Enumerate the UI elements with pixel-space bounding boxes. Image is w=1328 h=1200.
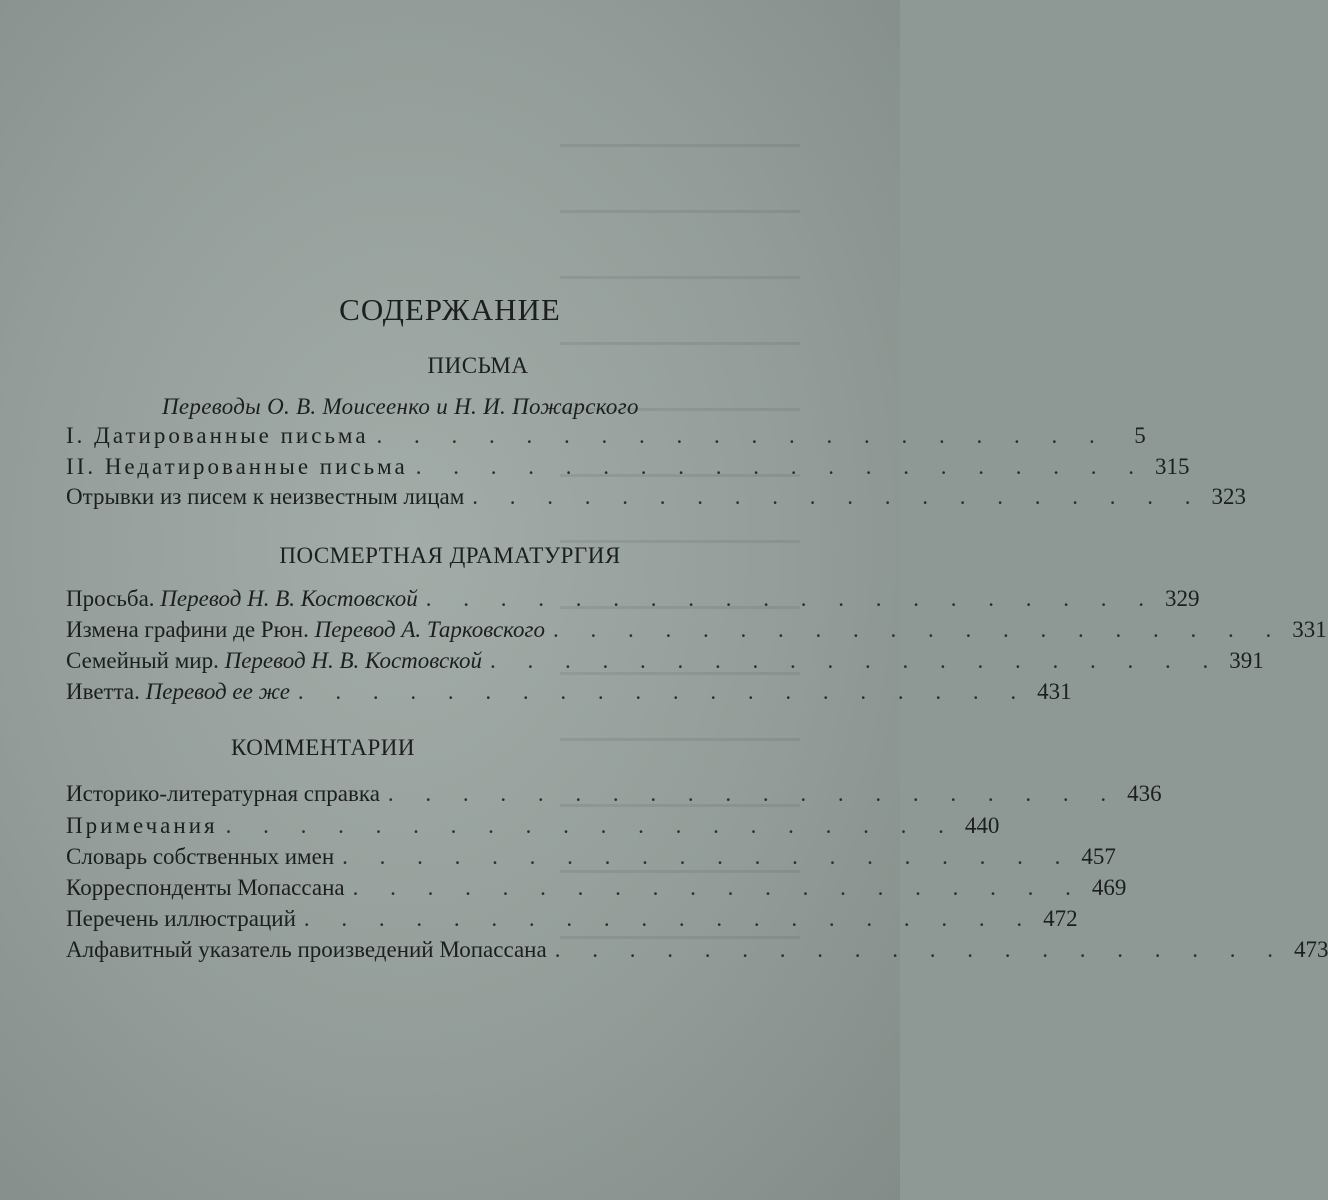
entry-translator: Перевод А. Тарковского [314, 617, 546, 642]
entry-title: Примечания [66, 813, 218, 838]
toc-title: СОДЕРЖАНИЕ [339, 292, 561, 327]
dot-leader: . . . . . . . . . . . . . . . . . . . . [553, 617, 1285, 642]
dot-leader: . . . . . . . . . . . . . . . . . . . . [352, 875, 1084, 900]
entry-translator: Перевод ее же [145, 679, 290, 704]
dot-leader: . . . . . . . . . . . . . . . . . . . . [472, 484, 1204, 509]
dot-leader: . . . . . . . . . . . . . . . . . . . . [554, 937, 1286, 962]
dot-leader: . . . . . . . . . . . . . . . . . . . . [225, 813, 957, 838]
dot-leader: . . . . . . . . . . . . . . . . . . . . [297, 679, 1030, 704]
toc-entry [66, 875, 1127, 905]
entry-title: Просьба. [66, 586, 155, 611]
toc-entry [66, 937, 1328, 967]
dot-leader: . . . . . . . . . . . . . . . . . . . . [490, 648, 1222, 673]
entry-page-number: 391 [1229, 648, 1264, 673]
entry-page-number: 440 [964, 813, 1000, 838]
entry-page-number: 329 [1164, 586, 1200, 611]
toc-entry [66, 586, 1200, 616]
entry-page-number: 323 [1211, 484, 1247, 509]
entry-title: Измена графини де Рюн. [66, 617, 309, 642]
entry-page-number: 472 [1043, 906, 1078, 931]
dot-leader: . . . . . . . . . . . . . . . . . . . . [415, 454, 1147, 479]
dot-leader: . . . . . . . . . . . . . . . . . . . . [387, 781, 1120, 806]
toc-entry [66, 844, 1116, 874]
dot-leader: . . . . . . . . . . . . . . . . . . . . [342, 844, 1074, 869]
toc-entry [66, 648, 1264, 678]
toc-entry [66, 906, 1078, 936]
entry-page-number: 457 [1081, 844, 1116, 869]
entry-title: Перечень иллюстраций [66, 906, 296, 931]
entry-title-group [66, 648, 482, 674]
entry-title-group [66, 679, 290, 705]
toc-entry [66, 679, 1072, 709]
entry-page-number: 431 [1037, 679, 1072, 704]
entry-title: Корреспонденты Мопассана [66, 875, 345, 900]
entry-page-number: 315 [1154, 454, 1190, 479]
toc-entry [66, 813, 1000, 843]
entry-title: Словарь собственных имен [66, 844, 335, 869]
entry-title: Семейный мир. [66, 648, 219, 673]
dot-leader: . . . . . . . . . . . . . . . . . . . . [425, 586, 1157, 611]
entry-title: Отрывки из писем к неизвестным лицам [66, 484, 465, 509]
section-heading-commentary: КОММЕНТАРИИ [231, 735, 415, 760]
entry-title: Иветта. [66, 679, 140, 704]
entry-title: Алфавитный указатель произведений Мопассана [66, 937, 547, 962]
toc-entry [66, 484, 1247, 514]
entry-translator: Перевод Н. В. Костовской [224, 648, 483, 673]
entry-title: I. Датированные письма [66, 423, 369, 448]
entry-page-number: 469 [1091, 875, 1127, 900]
toc-entry [66, 423, 1146, 453]
section-heading-letters: ПИСЬМА [427, 353, 529, 378]
entry-title-group [66, 586, 418, 612]
toc-entry [66, 617, 1327, 647]
entry-page-number: 436 [1127, 781, 1162, 806]
entry-page-number: 473 [1293, 937, 1328, 962]
entry-title-group [66, 617, 545, 643]
entry-page-number: 5 [1134, 423, 1146, 448]
entry-title: Историко-литературная справка [66, 781, 380, 806]
entry-title: II. Недатированные письма [66, 454, 408, 479]
toc-entry [66, 454, 1190, 484]
toc-entry [66, 781, 1162, 811]
entry-page-number: 331 [1292, 617, 1327, 642]
dot-leader: . . . . . . . . . . . . . . . . . . . . [303, 906, 1036, 931]
section-heading-drama: ПОСМЕРТНАЯ ДРАМАТУРГИЯ [279, 543, 621, 568]
dot-leader: . . . . . . . . . . . . . . . . . . . . [376, 423, 1108, 448]
entry-translator: Перевод Н. В. Костовской [160, 586, 418, 611]
section-translators: Переводы О. В. Моисеенко и Н. И. Пожарского [162, 394, 639, 419]
